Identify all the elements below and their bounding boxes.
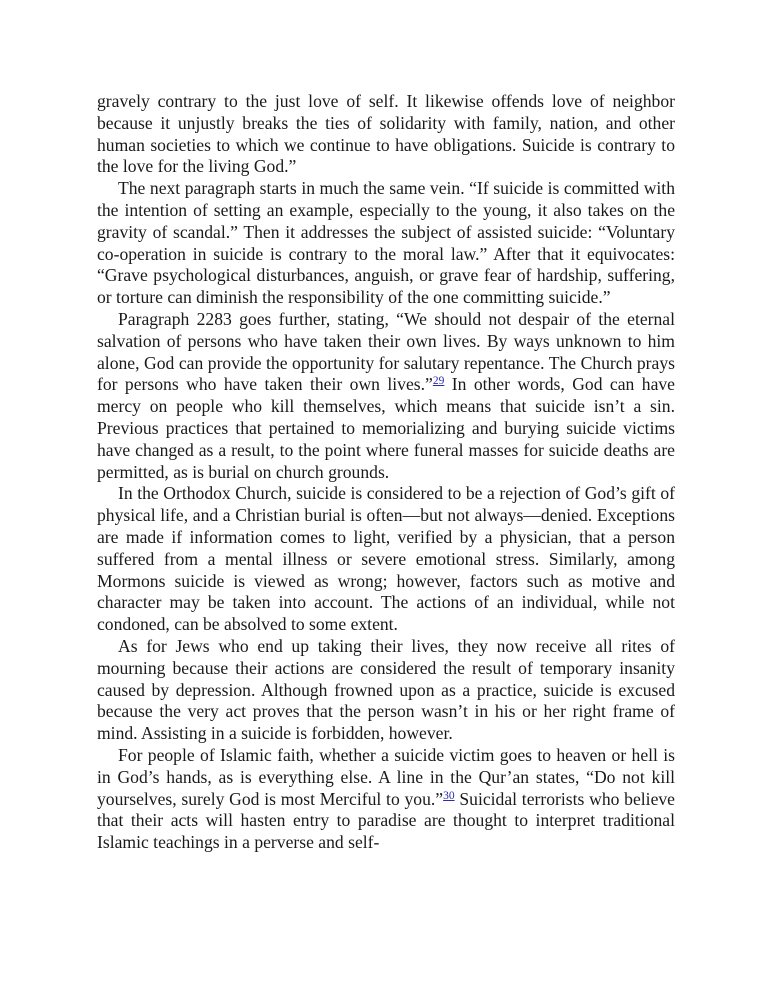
paragraph-4 <box>97 483 675 636</box>
paragraph-2-text: The next paragraph starts in much the same vein. “If suicide is committed with the intention of setting an example, especially to the young, it also takes on the gravity of scandal.” Then it addresses the subject of assisted suicide: “Voluntary co-operation in suicide is contrary to the moral law.” After that it equivocates: “Grave psychological disturbances, anguish, or grave fear of hardship, suffering, or torture can diminish the responsibility of the one committing suicide.” <box>97 178 675 308</box>
paragraph-6-text-before: For people of Islamic faith, whether a suicide victim goes to heaven or hell is in God’s hands, as is everything else. A line in the Qur’an states, “Do not kill yourselves, surely God is most Merciful to you.” <box>97 744 675 809</box>
paragraph-5-text: As for Jews who end up taking their lives, they now receive all rites of mourning because their actions are considered the result of temporary insanity caused by depression. Although frowned upon as a practice, suicide is excused because the very act proves that the person wasn’t in his or her right frame of mind. Assisting in a suicide is forbidden, however. <box>97 635 675 744</box>
paragraph-1-text: gravely contrary to the just love of self. It likewise offends love of neighbor because it unjustly breaks the ties of solidarity with family, nation, and other human societies to which we continue to have obligations. Suicide is contrary to the love for the living God.” <box>97 91 675 177</box>
footnote-link-30[interactable]: 30 <box>443 789 455 802</box>
paragraph-4-text: In the Orthodox Church, suicide is considered to be a rejection of God’s gift of physical life, and a Christian burial is often—but not always—denied. Exceptions are made if information comes to light, verified by a physician, that a person suffered from a mental illness or severe emotional stress. Similarly, among Mormons suicide is viewed as wrong; however, factors such as motive and character may be taken into account. The actions of an individual, while not condoned, can be absolved to some extent. <box>97 483 675 635</box>
paragraph-6-text-after: Suicidal terrorists who believe that their acts will hasten entry to paradise are thought to interpret traditional Islamic teachings in a perverse and self- <box>97 788 675 853</box>
page-body <box>97 91 675 854</box>
paragraph-5 <box>97 636 675 745</box>
paragraph-3-text-before: Paragraph 2283 goes further, stating, “We should not despair of the eternal salvation of persons who have taken their own lives. By ways unknown to him alone, God can provide the opportunity for salutary repentance. The Church prays for persons who have taken their own lives.” <box>97 308 675 395</box>
paragraph-2 <box>97 178 675 309</box>
footnote-link-29[interactable]: 29 <box>432 375 445 388</box>
paragraph-3-text-after: In other words, God can have mercy on people who kill themselves, which means that suicide isn’t a sin. Previous practices that pertained to memorializing and burying suicide victims have changed as a result, to the point where funeral masses for suicide deaths are permitted, as is burial on church grounds. <box>97 374 675 482</box>
paragraph-6 <box>97 745 675 854</box>
paragraph-3 <box>97 309 675 483</box>
paragraph-1 <box>97 91 675 178</box>
